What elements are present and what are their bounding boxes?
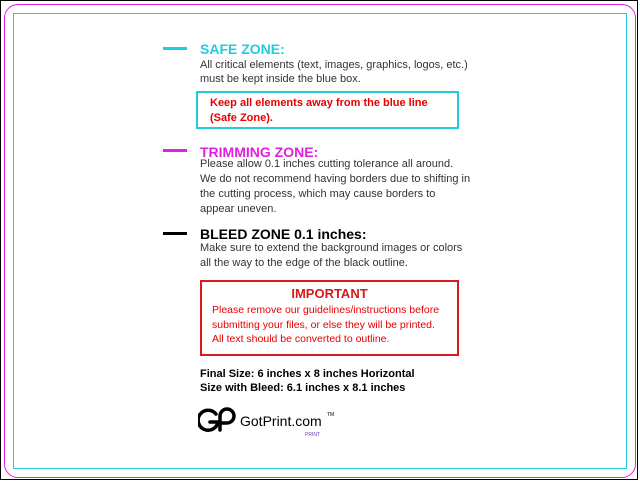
important-title: IMPORTANT: [291, 286, 368, 301]
trimming-zone-legend-line: [163, 149, 187, 152]
gotprint-logo-tm: TM: [327, 412, 335, 418]
gotprint-logo-sub: PRINT: [305, 432, 320, 438]
bleed-zone-line: all the way to the edge of the black outline.: [200, 257, 408, 269]
bleed-zone-legend-line: [163, 232, 187, 235]
trimming-zone-line: We do not recommend having borders due to shifting in: [200, 173, 471, 185]
gotprint-logo-text: GotPrint.com: [240, 413, 322, 429]
gotprint-logo: [198, 406, 358, 436]
safe-zone-title: SAFE ZONE:: [200, 41, 285, 57]
safe-zone-note-line1: Keep all elements away from the blue line: [210, 97, 428, 109]
important-text: [212, 303, 452, 347]
final-size-text: Final Size: 6 inches x 8 inches Horizontal: [200, 368, 415, 380]
bleed-zone-title: BLEED ZONE 0.1 inches:: [200, 226, 367, 242]
safe-zone-desc-line1: All critical elements (text, images, graphics, logos, etc.): [200, 59, 468, 71]
safe-zone-note-box: [196, 91, 459, 129]
important-line: submitting your files, or else they will be printed.: [212, 318, 435, 331]
important-line: Please remove our guidelines/instructions before: [212, 304, 440, 316]
gotprint-logo-icon: [198, 406, 238, 436]
safe-zone-note: [210, 96, 450, 126]
bleed-zone-line: Make sure to extend the background images or colors: [200, 242, 463, 254]
safe-zone-desc-line2: must be kept inside the blue box.: [200, 73, 361, 85]
trimming-zone-line: the cutting process, which may cause borders to: [200, 188, 436, 200]
trimming-zone-title: TRIMMING ZONE:: [200, 144, 319, 160]
trimming-zone-line: Please allow 0.1 inches cutting tolerance all around.: [200, 158, 454, 170]
trimming-zone-line: appear uneven.: [200, 203, 277, 215]
safe-zone-legend-line: [163, 47, 187, 50]
important-box: [200, 280, 459, 356]
safe-zone-note-line2: (Safe Zone).: [210, 112, 273, 124]
important-line: All text should be converted to outline.: [212, 333, 390, 345]
bleed-size-text: Size with Bleed: 6.1 inches x 8.1 inches: [200, 382, 406, 394]
